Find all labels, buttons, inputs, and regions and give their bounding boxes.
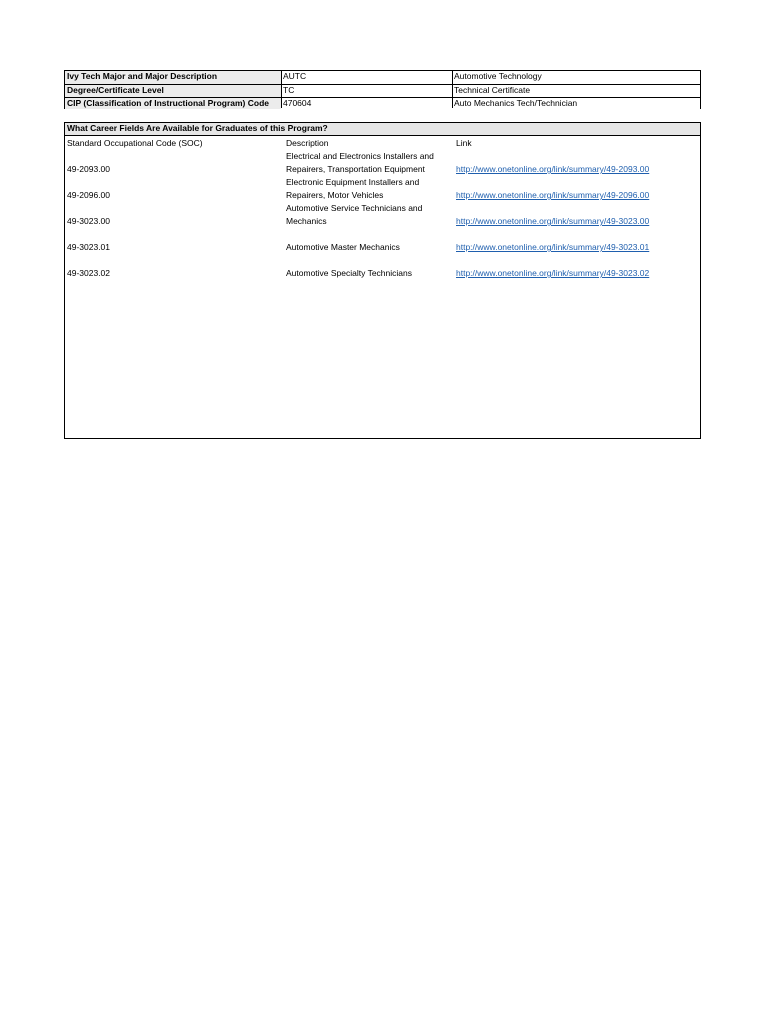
column-header-link: Link	[456, 138, 472, 148]
career-fields-header	[65, 123, 700, 136]
career-description: Electrical and Electronics Installers and	[286, 151, 434, 161]
onet-summary-link[interactable]: http://www.onetonline.org/link/summary/49-2093.00	[456, 164, 650, 174]
onet-summary-link[interactable]: http://www.onetonline.org/link/summary/49-3023.01	[456, 242, 650, 252]
info-label: Degree/Certificate Level	[67, 85, 164, 95]
career-soc-code: 49-3023.02	[67, 268, 111, 278]
info-code: TC	[283, 85, 295, 95]
column-divider	[452, 71, 453, 108]
column-header-soc: Standard Occupational Code (SOC)	[67, 138, 203, 148]
onet-summary-link[interactable]: http://www.onetonline.org/link/summary/49-2096.00	[456, 190, 650, 200]
onet-summary-link[interactable]: http://www.onetonline.org/link/summary/49-3023.02	[456, 268, 650, 278]
info-row-cip	[65, 97, 700, 109]
info-value: Technical Certificate	[454, 85, 531, 95]
onet-summary-link[interactable]: http://www.onetonline.org/link/summary/49-3023.00	[456, 216, 650, 226]
career-description: Repairers, Motor Vehicles	[286, 190, 384, 200]
info-row-degree	[65, 84, 700, 97]
info-value: Auto Mechanics Tech/Technician	[454, 98, 578, 108]
career-soc-code: 49-3023.00	[67, 216, 111, 226]
career-description: Repairers, Transportation Equipment	[286, 164, 425, 174]
info-label: CIP (Classification of Instructional Program) Code	[67, 98, 269, 108]
column-header-description: Description	[286, 138, 329, 148]
career-description: Electronic Equipment Installers and	[286, 177, 420, 187]
info-code: 470604	[283, 98, 312, 108]
career-description: Automotive Specialty Technicians	[286, 268, 412, 278]
column-divider	[281, 71, 282, 108]
career-description: Automotive Service Technicians and	[286, 203, 423, 213]
program-info-table	[64, 70, 701, 109]
info-code: AUTC	[283, 71, 307, 81]
info-label: Ivy Tech Major and Major Description	[67, 71, 218, 81]
career-soc-code: 49-3023.01	[67, 242, 111, 252]
info-row-major	[65, 71, 700, 84]
career-soc-code: 49-2096.00	[67, 190, 111, 200]
career-fields-title: What Career Fields Are Available for Graduates of this Program?	[67, 123, 328, 133]
career-soc-code: 49-2093.00	[67, 164, 111, 174]
career-description: Mechanics	[286, 216, 327, 226]
career-fields-section	[64, 122, 701, 439]
info-value: Automotive Technology	[454, 71, 542, 81]
career-description: Automotive Master Mechanics	[286, 242, 400, 252]
